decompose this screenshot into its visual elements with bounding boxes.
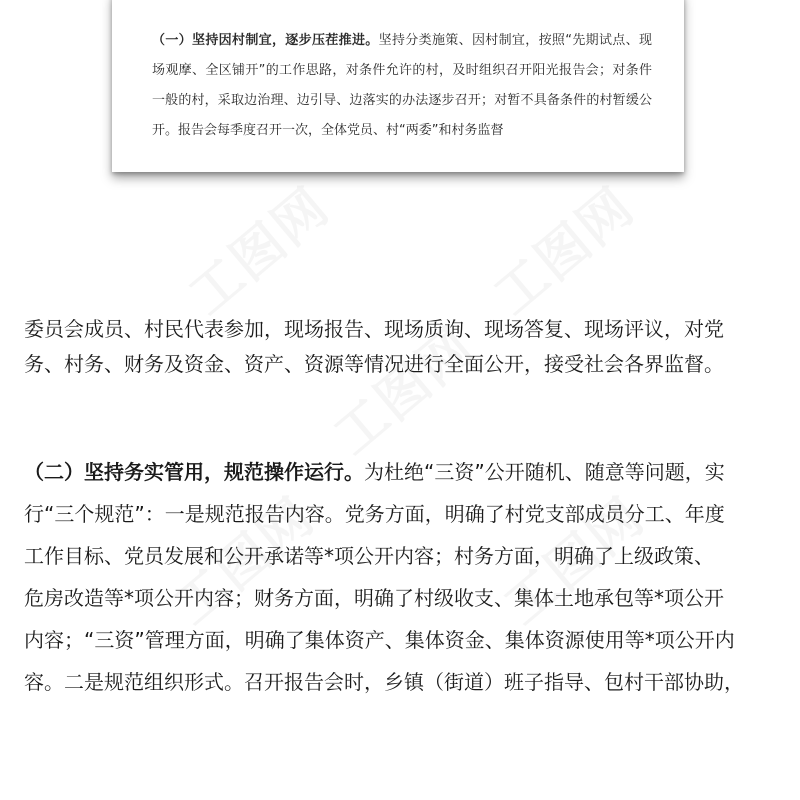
preview-body: 坚持分类施策、因村制宜，按照“先期试点、现场观摩、全区铺开”的工作思路，对条件允许的村，及时组织召开阳光报告会；对条件一般的村，采取边治理、边引导、边落实的办法逐步召开；对暂不具备条件的村暂缓公开。报告会每季度召开一次，全体党员、村“两委”和村务监督 [152, 33, 652, 138]
paragraph-lead-rest: 为杜绝“三资”公开随机、随意等问题，实 [364, 460, 725, 484]
preview-paragraph [152, 26, 652, 146]
paragraph-lead-heading: （二）坚持务实管用，规范操作运行。 [24, 460, 364, 484]
watermark-logo: 工图网 [178, 176, 341, 327]
text-line: 内容；“三资”管理方面，明确了集体资产、集体资金、集体资源使用等*项公开内 [24, 628, 735, 652]
paragraph-practical-operation [24, 455, 780, 700]
text-line: 工作目标、党员发展和公开承诺等*项公开内容；村务方面，明确了上级政策、 [24, 544, 714, 568]
text-line: 容。二是规范组织形式。召开报告会时，乡镇（街道）班子指导、包村干部协助， [24, 670, 744, 694]
paragraph-continuation [24, 312, 780, 382]
text-line: 行“三个规范”：一是规范报告内容。党务方面，明确了村党支部成员分工、年度 [24, 502, 725, 526]
preview-lead: （一）坚持因村制宜，逐步压茬推进。 [152, 33, 379, 48]
text-line: 务、村务、财务及资金、资产、资源等情况进行全面公开，接受社会各界监督。 [24, 352, 724, 376]
preview-card [112, 0, 684, 172]
watermark-logo: 工图网 [493, 486, 656, 637]
watermark-logo: 工图网 [163, 486, 326, 637]
text-line: 危房改造等*项公开内容；财务方面，明确了村级收支、集体土地承包等*项公开 [24, 586, 724, 610]
watermark-logo: 工图网 [483, 176, 646, 327]
text-line: 委员会成员、村民代表参加，现场报告、现场质询、现场答复、现场评议，对党 [24, 317, 724, 341]
watermark-logo: 工图网 [323, 316, 486, 467]
text-line [24, 455, 780, 490]
